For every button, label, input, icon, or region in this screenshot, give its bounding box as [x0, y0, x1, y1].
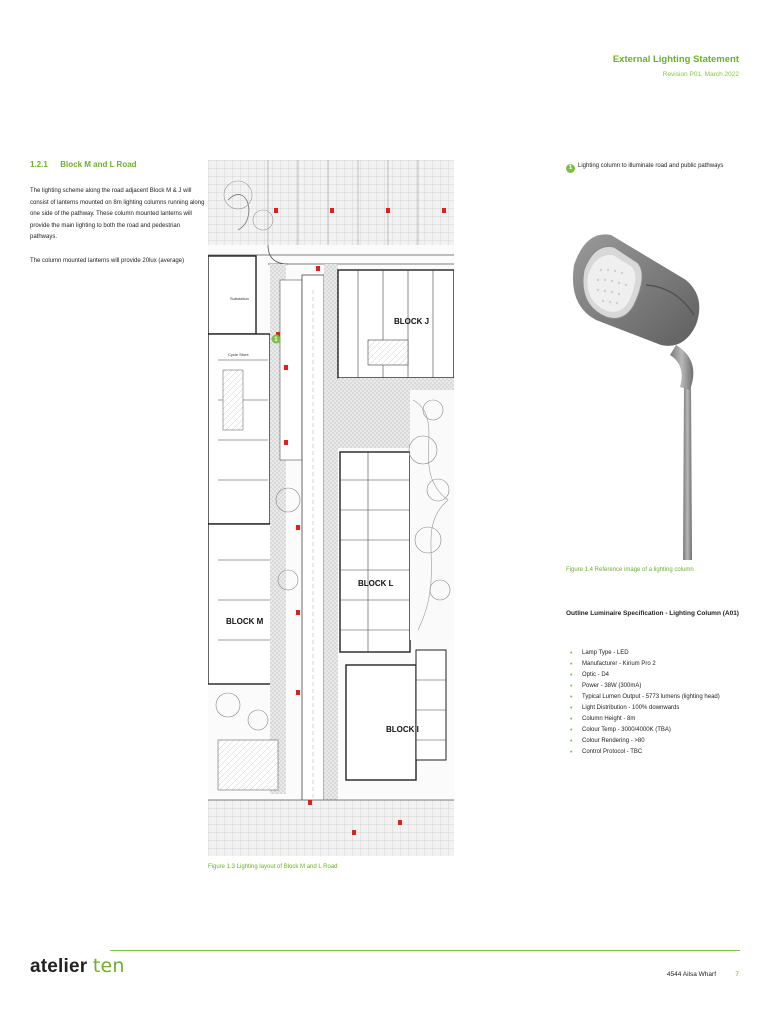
light-marker [284, 440, 288, 445]
header-title: External Lighting Statement [612, 54, 739, 65]
label-block-m: BLOCK M [226, 617, 264, 626]
spec-item: • Column Height - 8m [570, 714, 720, 725]
light-marker [316, 266, 320, 271]
company-logo [30, 955, 125, 978]
spec-item: • Colour Rendering - >80 [570, 736, 720, 747]
spec-item: • Light Distribution - 100% downwards [570, 703, 720, 714]
spec-item: • Colour Temp - 3000/4000K (TBA) [570, 725, 720, 736]
site-plan-drawing [208, 160, 454, 856]
spec-item: • Power - 38W (300mA) [570, 681, 720, 692]
spec-item: • Lamp Type - LED [570, 648, 720, 659]
light-marker [442, 208, 446, 213]
luminaire-marker: 1 [566, 164, 575, 173]
label-cycle-store: Cycle Store [228, 352, 249, 357]
section-heading [30, 160, 137, 169]
light-marker [386, 208, 390, 213]
light-marker [352, 830, 356, 835]
plan-marker-number: 1 [274, 337, 278, 344]
header-revision: Revision P01, March 2022 [662, 71, 739, 78]
footer-project: 4544 Ailsa Wharf [666, 971, 716, 978]
section-number: 1.2.1 [30, 160, 48, 169]
lighting-layout-plan [208, 160, 454, 856]
light-marker [296, 525, 300, 530]
light-marker [398, 820, 402, 825]
light-marker [308, 800, 312, 805]
lighting-column-image [566, 225, 710, 560]
light-marker [296, 610, 300, 615]
luminaire-note: Lighting column to illuminate road and public pathways [578, 163, 724, 169]
page-number: 7 [735, 971, 739, 978]
spec-item: • Typical Lumen Output - 5773 lumens (lighting head) [570, 692, 720, 703]
logo-word-ten: ten [92, 955, 125, 977]
section-title: Block M and L Road [60, 160, 137, 169]
plan-caption: Figure 1.3 Lighting layout of Block M and L Road [208, 864, 338, 870]
label-block-i: BLOCK I [386, 725, 419, 734]
spec-item: • Control Protocol - TBC [570, 747, 720, 758]
body-paragraph-2: The column mounted lanterns will provide 20lux (average) [30, 258, 185, 264]
spec-item: • Manufacturer - Kirium Pro 2 [570, 659, 720, 670]
label-substation: Substation [230, 296, 249, 301]
spec-title: Outline Luminaire Specification - Lighting Column (A01) [566, 610, 739, 617]
light-marker [274, 208, 278, 213]
light-marker [330, 208, 334, 213]
light-marker [284, 365, 288, 370]
spec-item: • Optic - D4 [570, 670, 720, 681]
spec-list [570, 648, 720, 758]
label-block-l: BLOCK L [358, 579, 394, 588]
footer-rule [110, 950, 740, 951]
body-paragraph-1: The lighting scheme along the road adjacent Block M & J will consist of lanterns mounted on 8m lighting columns running along one side of the pathway. These column mounted lanterns will provide the main lighting to both the road and pedestrian pathways. [30, 188, 205, 240]
label-block-j: BLOCK J [394, 317, 430, 326]
luminaire-caption: Figure 1.4 Reference image of a lighting column [566, 567, 694, 573]
logo-word-atelier: atelier [30, 956, 88, 977]
light-marker [296, 690, 300, 695]
